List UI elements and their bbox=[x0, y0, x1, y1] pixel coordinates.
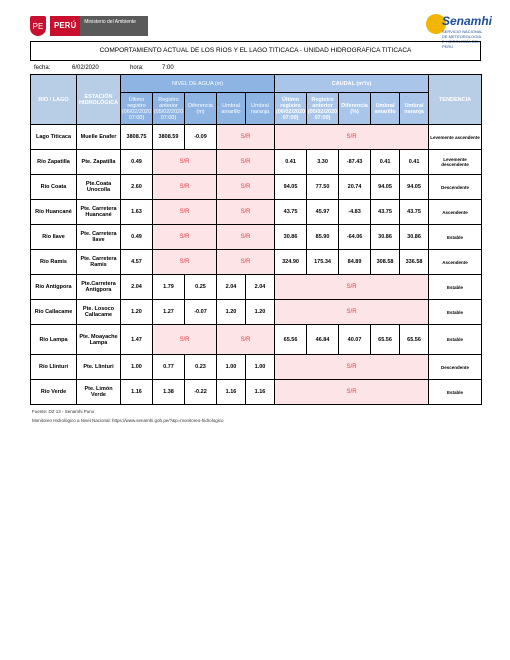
table-row bbox=[31, 225, 482, 250]
shield-icon: PE bbox=[30, 16, 46, 36]
value-cell: 40.07 bbox=[339, 325, 371, 355]
estacion-cell: Pte. Losoco Callacame bbox=[77, 300, 121, 325]
estacion-cell: Pte. Carretera Ramis bbox=[77, 250, 121, 275]
fecha-value: 6/02/2020 bbox=[72, 65, 99, 71]
value-cell: 1.79 bbox=[153, 275, 185, 300]
value-cell: 1.16 bbox=[121, 380, 153, 405]
value-cell: 85.90 bbox=[307, 225, 339, 250]
value-cell: 2.04 bbox=[246, 275, 275, 300]
estacion-cell: Muelle Enafer bbox=[77, 125, 121, 150]
value-cell: 46.84 bbox=[307, 325, 339, 355]
value-cell: -87.43 bbox=[339, 150, 371, 175]
col-sub: Registro anterior (05/02/2020 07:00) bbox=[307, 93, 339, 125]
value-cell: 1.63 bbox=[121, 200, 153, 225]
table-row bbox=[31, 275, 482, 300]
estacion-cell: Pte. Zapatilla bbox=[77, 150, 121, 175]
peru-label: PERÚ bbox=[50, 16, 80, 36]
tendencia-cell: Estable bbox=[429, 300, 482, 325]
tendencia-cell: Estable bbox=[429, 225, 482, 250]
table-row bbox=[31, 200, 482, 225]
tendencia-cell: Levemente descendente bbox=[429, 150, 482, 175]
footer-source: Fuente: DZ 13 - Senamhi Puno bbox=[32, 409, 95, 414]
col-sub: Umbral amarillo bbox=[217, 93, 246, 125]
table-row bbox=[31, 175, 482, 200]
estacion-cell: Pte. Carretera Huancané bbox=[77, 200, 121, 225]
senamhi-subtitle: SERVICIO NACIONAL DE METEOROLOGÍA E HIDROLOGÍA DEL PERÚ bbox=[442, 29, 483, 49]
estacion-cell: Pte. Moayache Lampa bbox=[77, 325, 121, 355]
value-cell: 2.60 bbox=[121, 175, 153, 200]
value-cell: 175.34 bbox=[307, 250, 339, 275]
col-estacion: ESTACIÓN HIDROLÓGICA bbox=[77, 75, 121, 125]
value-cell: 84.89 bbox=[339, 250, 371, 275]
value-cell: 1.47 bbox=[121, 325, 153, 355]
data-table bbox=[30, 74, 482, 405]
value-cell: 4.57 bbox=[121, 250, 153, 275]
tendencia-cell: Estable bbox=[429, 325, 482, 355]
value-cell: 30.86 bbox=[371, 225, 400, 250]
sin-registro-cell: S/R bbox=[153, 175, 217, 200]
table-row bbox=[31, 325, 482, 355]
senamhi-name: Senamhi bbox=[442, 14, 493, 28]
tendencia-cell: Descendente bbox=[429, 355, 482, 380]
tendencia-cell: Ascendente bbox=[429, 250, 482, 275]
hora-label: hora: bbox=[130, 65, 144, 71]
sin-registro-cell: S/R bbox=[217, 150, 275, 175]
col-tendencia: TENDENCIA bbox=[429, 75, 482, 125]
value-cell: 1.00 bbox=[121, 355, 153, 380]
value-cell: 1.16 bbox=[217, 380, 246, 405]
value-cell: 324.90 bbox=[275, 250, 307, 275]
rio-cell: Río Llinturi bbox=[31, 355, 77, 380]
estacion-cell: Pte.Carretera Antigpora bbox=[77, 275, 121, 300]
value-cell: 30.86 bbox=[400, 225, 429, 250]
value-cell: 45.97 bbox=[307, 200, 339, 225]
value-cell: 0.49 bbox=[121, 225, 153, 250]
value-cell: 0.23 bbox=[185, 355, 217, 380]
col-sub: Umbral amarillo bbox=[371, 93, 400, 125]
table-row bbox=[31, 125, 482, 150]
col-sub: Registro anterior (05/02/2020 07:00) bbox=[153, 93, 185, 125]
sin-registro-cell: S/R bbox=[217, 325, 275, 355]
value-cell: -0.22 bbox=[185, 380, 217, 405]
sin-registro-cell: S/R bbox=[275, 300, 429, 325]
value-cell: 3808.75 bbox=[121, 125, 153, 150]
rio-cell: Río Zapatilla bbox=[31, 150, 77, 175]
value-cell: 94.05 bbox=[400, 175, 429, 200]
table-row bbox=[31, 380, 482, 405]
value-cell: 3.30 bbox=[307, 150, 339, 175]
table-row bbox=[31, 355, 482, 380]
value-cell: 30.86 bbox=[275, 225, 307, 250]
table-row bbox=[31, 250, 482, 275]
value-cell: -0.07 bbox=[185, 300, 217, 325]
value-cell: 43.75 bbox=[400, 200, 429, 225]
sin-registro-cell: S/R bbox=[217, 200, 275, 225]
sin-registro-cell: S/R bbox=[275, 380, 429, 405]
value-cell: 77.50 bbox=[307, 175, 339, 200]
value-cell: 65.56 bbox=[371, 325, 400, 355]
sin-registro-cell: S/R bbox=[217, 225, 275, 250]
value-cell: 0.25 bbox=[185, 275, 217, 300]
sin-registro-cell: S/R bbox=[275, 125, 429, 150]
tendencia-cell: Ascendente bbox=[429, 200, 482, 225]
rio-cell: Río Huancané bbox=[31, 200, 77, 225]
value-cell: 308.58 bbox=[371, 250, 400, 275]
value-cell: 65.56 bbox=[400, 325, 429, 355]
rio-cell: Río Coata bbox=[31, 175, 77, 200]
sin-registro-cell: S/R bbox=[217, 125, 275, 150]
value-cell: 2.04 bbox=[217, 275, 246, 300]
col-sub: Último registro (06/02/2020 07:00) bbox=[275, 93, 307, 125]
sin-registro-cell: S/R bbox=[153, 250, 217, 275]
value-cell: 43.75 bbox=[275, 200, 307, 225]
value-cell: 336.58 bbox=[400, 250, 429, 275]
senamhi-logo bbox=[424, 12, 493, 49]
value-cell: 20.74 bbox=[339, 175, 371, 200]
rio-cell: Río Lampa bbox=[31, 325, 77, 355]
sin-registro-cell: S/R bbox=[275, 275, 429, 300]
value-cell: 0.41 bbox=[371, 150, 400, 175]
fecha-label: fecha: bbox=[34, 65, 51, 71]
page-title: COMPORTAMIENTO ACTUAL DE LOS RIOS Y EL LAGO TITICACA - UNIDAD HIDROGRAFICA TITICACA bbox=[30, 41, 481, 61]
sin-registro-cell: S/R bbox=[153, 150, 217, 175]
col-sub: Último registro (06/02/2020 07:00) bbox=[121, 93, 153, 125]
value-cell: 1.00 bbox=[217, 355, 246, 380]
rio-cell: Río Callacame bbox=[31, 300, 77, 325]
value-cell: -4.83 bbox=[339, 200, 371, 225]
tendencia-cell: Descendente bbox=[429, 175, 482, 200]
value-cell: -64.06 bbox=[339, 225, 371, 250]
col-group-caudal: CAUDAL (m³/s) bbox=[275, 75, 429, 93]
estacion-cell: Pte. Llinturi bbox=[77, 355, 121, 380]
value-cell: 0.77 bbox=[153, 355, 185, 380]
footer-monitoring-link[interactable]: Monitoreo Hidrológico a Nivel Nacional: https://www.senamhi.gob.pe/?&p=monitoreo-hidrologico bbox=[32, 418, 224, 423]
col-sub: Diferencia (%) bbox=[339, 93, 371, 125]
value-cell: -0.09 bbox=[185, 125, 217, 150]
sin-registro-cell: S/R bbox=[275, 355, 429, 380]
tendencia-cell: Estable bbox=[429, 275, 482, 300]
ministry-label: Ministerio del Ambiente bbox=[80, 16, 148, 36]
value-cell: 1.38 bbox=[153, 380, 185, 405]
sin-registro-cell: S/R bbox=[153, 225, 217, 250]
value-cell: 94.05 bbox=[275, 175, 307, 200]
value-cell: 0.49 bbox=[121, 150, 153, 175]
sin-registro-cell: S/R bbox=[217, 250, 275, 275]
value-cell: 65.56 bbox=[275, 325, 307, 355]
col-rio-lago: RIO / LAGO bbox=[31, 75, 77, 125]
sin-registro-cell: S/R bbox=[153, 200, 217, 225]
value-cell: 94.05 bbox=[371, 175, 400, 200]
estacion-cell: Pte. Limón Verde bbox=[77, 380, 121, 405]
value-cell: 43.75 bbox=[371, 200, 400, 225]
value-cell: 1.00 bbox=[246, 355, 275, 380]
estacion-cell: Pte. Carretera Ilave bbox=[77, 225, 121, 250]
col-group-nivel: NIVEL DE AGUA (m) bbox=[121, 75, 275, 93]
value-cell: 3808.59 bbox=[153, 125, 185, 150]
value-cell: 1.20 bbox=[217, 300, 246, 325]
rio-cell: Río Ramis bbox=[31, 250, 77, 275]
sin-registro-cell: S/R bbox=[217, 175, 275, 200]
value-cell: 0.41 bbox=[400, 150, 429, 175]
value-cell: 1.20 bbox=[121, 300, 153, 325]
estacion-cell: Pte.Coata Unocolla bbox=[77, 175, 121, 200]
rio-cell: Lago Titicaca bbox=[31, 125, 77, 150]
hora-value: 7:00 bbox=[162, 65, 174, 71]
col-sub: Umbral naranja bbox=[246, 93, 275, 125]
value-cell: 2.04 bbox=[121, 275, 153, 300]
value-cell: 1.16 bbox=[246, 380, 275, 405]
value-cell: 1.20 bbox=[246, 300, 275, 325]
col-sub: Umbral naranja bbox=[400, 93, 429, 125]
sin-registro-cell: S/R bbox=[153, 325, 217, 355]
rio-cell: Río Verde bbox=[31, 380, 77, 405]
col-sub: Diferencia (m) bbox=[185, 93, 217, 125]
rio-cell: Río Antigpora bbox=[31, 275, 77, 300]
table-row bbox=[31, 150, 482, 175]
peru-logo bbox=[30, 16, 148, 36]
rio-cell: Río Ilave bbox=[31, 225, 77, 250]
tendencia-cell: Estable bbox=[429, 380, 482, 405]
value-cell: 0.41 bbox=[275, 150, 307, 175]
value-cell: 1.27 bbox=[153, 300, 185, 325]
table-row bbox=[31, 300, 482, 325]
tendencia-cell: Levemente ascendente bbox=[429, 125, 482, 150]
